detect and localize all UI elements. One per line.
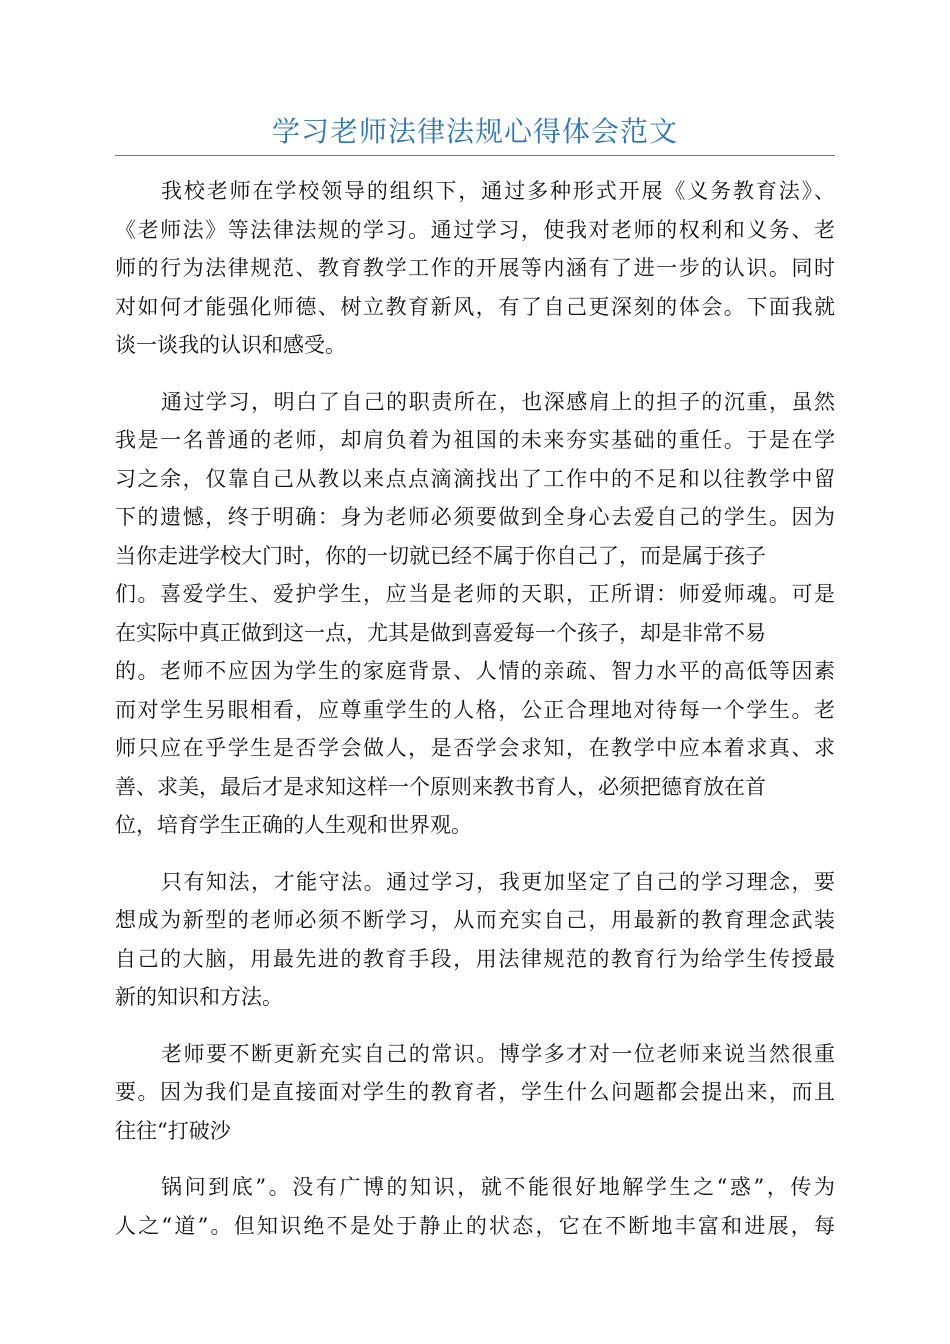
document-body [115, 172, 835, 1263]
text-line: 我校老师在学校领导的组织下，通过多种形式开展《义务教育法》、 [161, 179, 835, 203]
text-line: 下的遗憾，终于明确：身为老师必须要做到全身心去爱自己的学生。因为 [115, 505, 835, 529]
text-line: 《老师法》等法律法规的学习。通过学习，使我对老师的权利和义务、老 [115, 217, 835, 242]
text-line: 我是一名普通的老师，却肩负着为祖国的未来夯实基础的重任。于是在学 [115, 428, 835, 452]
text-line: 自己的大脑，用最先进的教育手段，用法律规范的教育行为给学生传授最 [115, 946, 835, 971]
text-line: 想成为新型的老师必须不断学习，从而充实自己，用最新的教育理念武装 [115, 908, 835, 932]
paragraph [115, 863, 835, 1017]
text-line: 锅问到底”。没有广博的知识，就不能很好地解学生之“惑”，传为 [161, 1175, 835, 1199]
text-line: 谈一谈我的认识和感受。 [115, 333, 346, 357]
text-line: 要。因为我们是直接面对学生的教育者，学生什么问题都会提出来，而且 [115, 1080, 835, 1104]
text-line: 在实际中真正做到这一点，尤其是做到喜爱每一个孩子，却是非常不易 [115, 620, 766, 645]
text-line: 师的行为法律规范、教育教学工作的开展等内涵有了进一步的认识。同时 [115, 256, 835, 280]
text-line: 当你走进学校大门时，你的一切就已经不属于你自己了，而是属于孩子 [115, 543, 766, 568]
text-line: 通过学习，明白了自己的职责所在，也深感肩上的担子的沉重，虽然 [161, 389, 835, 414]
paragraph [115, 383, 835, 845]
paragraph [115, 1035, 835, 1151]
text-line: 新的知识和方法。 [115, 985, 283, 1009]
text-line: 的。老师不应因为学生的家庭背景、人情的亲疏、智力水平的高低等因素 [115, 659, 835, 683]
document-title: 学习老师法律法规心得体会范文 [271, 115, 678, 148]
text-line: 只有知法，才能守法。通过学习，我更加坚定了自己的学习理念，要 [161, 869, 835, 894]
title-underline [115, 155, 835, 156]
text-line: 善、求美，最后才是求知这样一个原则来教书育人，必须把德育放在首 [115, 774, 766, 799]
text-line: 老师要不断更新充实自己的常识。博学多才对一位老师来说当然很重 [161, 1041, 835, 1066]
text-line: 而对学生另眼相看，应尊重学生的人格，公正合理地对待每一个学生。老 [115, 697, 835, 722]
text-line: 师只应在乎学生是否学会做人，是否学会求知，在教学中应本着求真、求 [115, 736, 835, 760]
text-line: 对如何才能强化师德、树立教育新风，有了自己更深刻的体会。下面我就 [115, 294, 835, 319]
text-line: 人之“道”。但知识绝不是处于静止的状态，它在不断地丰富和进展，每 [115, 1213, 835, 1238]
text-line: 往往“打破沙 [115, 1118, 231, 1143]
paragraph [115, 172, 835, 365]
text-line: 们。喜爱学生、爱护学生，应当是老师的天职，正所谓：师爱师魂。可是 [115, 582, 835, 606]
text-line: 位，培育学生正确的人生观和世界观。 [115, 813, 472, 837]
paragraph [115, 1168, 835, 1245]
text-line: 习之余，仅靠自己从教以来点点滴滴找出了工作中的不足和以往教学中留 [115, 466, 835, 491]
